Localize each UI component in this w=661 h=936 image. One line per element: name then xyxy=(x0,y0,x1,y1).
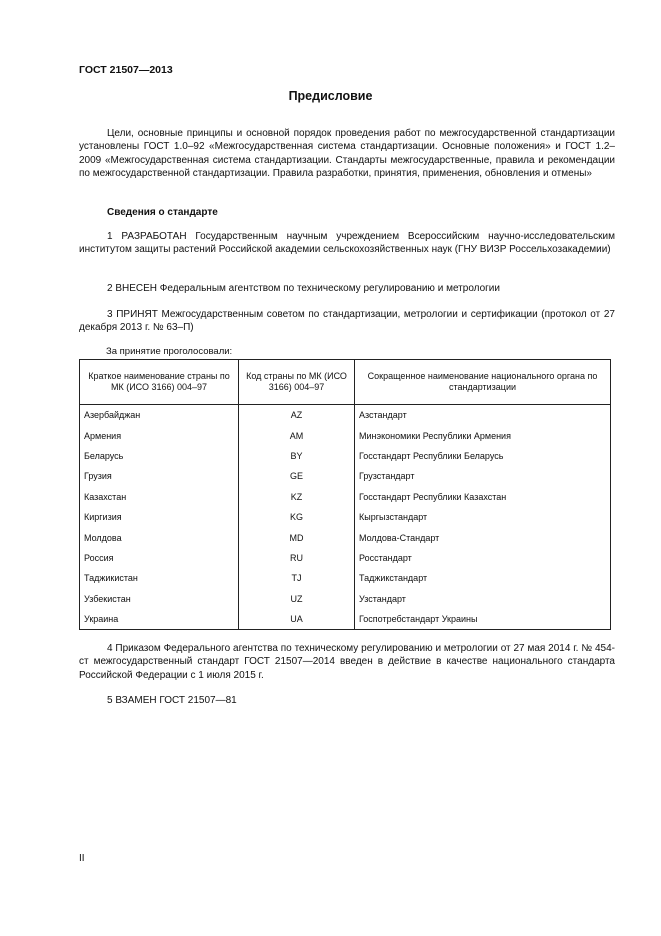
table-row xyxy=(80,425,611,445)
vote-caption: За принятие проголосовали: xyxy=(106,346,233,357)
table-row xyxy=(80,589,611,609)
code-cell: KZ xyxy=(239,487,355,507)
standards-body-cell: Росстандарт xyxy=(355,548,611,568)
standards-body-cell: Грузстандарт xyxy=(355,466,611,486)
country-cell: Таджикистан xyxy=(80,568,239,588)
standards-body-cell: Госстандарт Республики Казахстан xyxy=(355,487,611,507)
table-header-row xyxy=(80,360,611,405)
page-title: Предисловие xyxy=(288,89,373,103)
header-country-name: Краткое наименование страны по МК (ИСО 3166) 004–97 xyxy=(80,360,239,405)
table-row xyxy=(80,446,611,466)
standards-body-cell: Госстандарт Республики Беларусь xyxy=(355,446,611,466)
table-row xyxy=(80,527,611,547)
code-cell: TJ xyxy=(239,568,355,588)
table-row xyxy=(80,466,611,486)
country-cell: Украина xyxy=(80,609,239,630)
document-code-header: ГОСТ 21507—2013 xyxy=(79,64,173,76)
code-cell: GE xyxy=(239,466,355,486)
standards-body-cell: Таджикстандарт xyxy=(355,568,611,588)
item-order: 4 Приказом Федерального агентства по техническому регулированию и метрологии от 27 мая 2014 г. № 454-ст межгосударственный стандарт ГОСТ 21507—2014 введен в действие в качестве национального стандарта Российской Федерации с 1 июля 2015 г. xyxy=(79,643,615,681)
item-developed: 1 РАЗРАБОТАН Государственным научным учреждением Всероссийским научно-исследовательским институтом защиты растений Российской академии сельскохозяйственных наук (ГНУ ВИЗР Россельхозакадемии) xyxy=(79,231,615,256)
header-country-code: Код страны по МК (ИСО 3166) 004–97 xyxy=(239,360,355,405)
table-row xyxy=(80,609,611,630)
header-standards-body: Сокращенное наименование национального органа по стандартизации xyxy=(355,360,611,405)
item-replaces: 5 ВЗАМЕН ГОСТ 21507—81 xyxy=(107,695,237,706)
table-row xyxy=(80,507,611,527)
code-cell: AM xyxy=(239,425,355,445)
item-adopted: 3 ПРИНЯТ Межгосударственным советом по стандартизации, метрологии и сертификации (протокол от 27 декабря 2013 г. № 63–П) xyxy=(79,309,615,334)
standards-body-cell: Госпотребстандарт Украины xyxy=(355,609,611,630)
member-states-table xyxy=(79,359,611,630)
code-cell: MD xyxy=(239,527,355,547)
code-cell: UZ xyxy=(239,589,355,609)
table-row xyxy=(80,548,611,568)
standards-body-cell: Азстандарт xyxy=(355,405,611,426)
country-cell: Азербайджан xyxy=(80,405,239,426)
section-heading: Сведения о стандарте xyxy=(107,207,218,218)
country-cell: Казахстан xyxy=(80,487,239,507)
country-cell: Киргизия xyxy=(80,507,239,527)
country-cell: Молдова xyxy=(80,527,239,547)
country-cell: Беларусь xyxy=(80,446,239,466)
code-cell: BY xyxy=(239,446,355,466)
table-row xyxy=(80,405,611,426)
country-cell: Грузия xyxy=(80,466,239,486)
intro-paragraph: Цели, основные принципы и основной порядок проведения работ по межгосударственной стандартизации установлены ГОСТ 1.0–92 «Межгосударственная система стандартизации. Основные положения» и ГОСТ 1.2–2009 «Межгосударственная система стандартизации. Стандарты межгосударственные, правила и рекомендации по межгосударственной стандартизации. Правила разработки, принятия, применения, обновления и отмены» xyxy=(79,128,615,180)
code-cell: AZ xyxy=(239,405,355,426)
code-cell: KG xyxy=(239,507,355,527)
table-row xyxy=(80,568,611,588)
item-introduced: 2 ВНЕСЕН Федеральным агентством по техническому регулированию и метрологии xyxy=(107,283,500,294)
code-cell: RU xyxy=(239,548,355,568)
table-row xyxy=(80,487,611,507)
country-cell: Узбекистан xyxy=(80,589,239,609)
standards-body-cell: Кыргызстандарт xyxy=(355,507,611,527)
country-cell: Армения xyxy=(80,425,239,445)
standards-body-cell: Молдова-Стандарт xyxy=(355,527,611,547)
standards-body-cell: Узстандарт xyxy=(355,589,611,609)
standards-body-cell: Минэкономики Республики Армения xyxy=(355,425,611,445)
page-number: II xyxy=(79,853,85,864)
code-cell: UA xyxy=(239,609,355,630)
country-cell: Россия xyxy=(80,548,239,568)
